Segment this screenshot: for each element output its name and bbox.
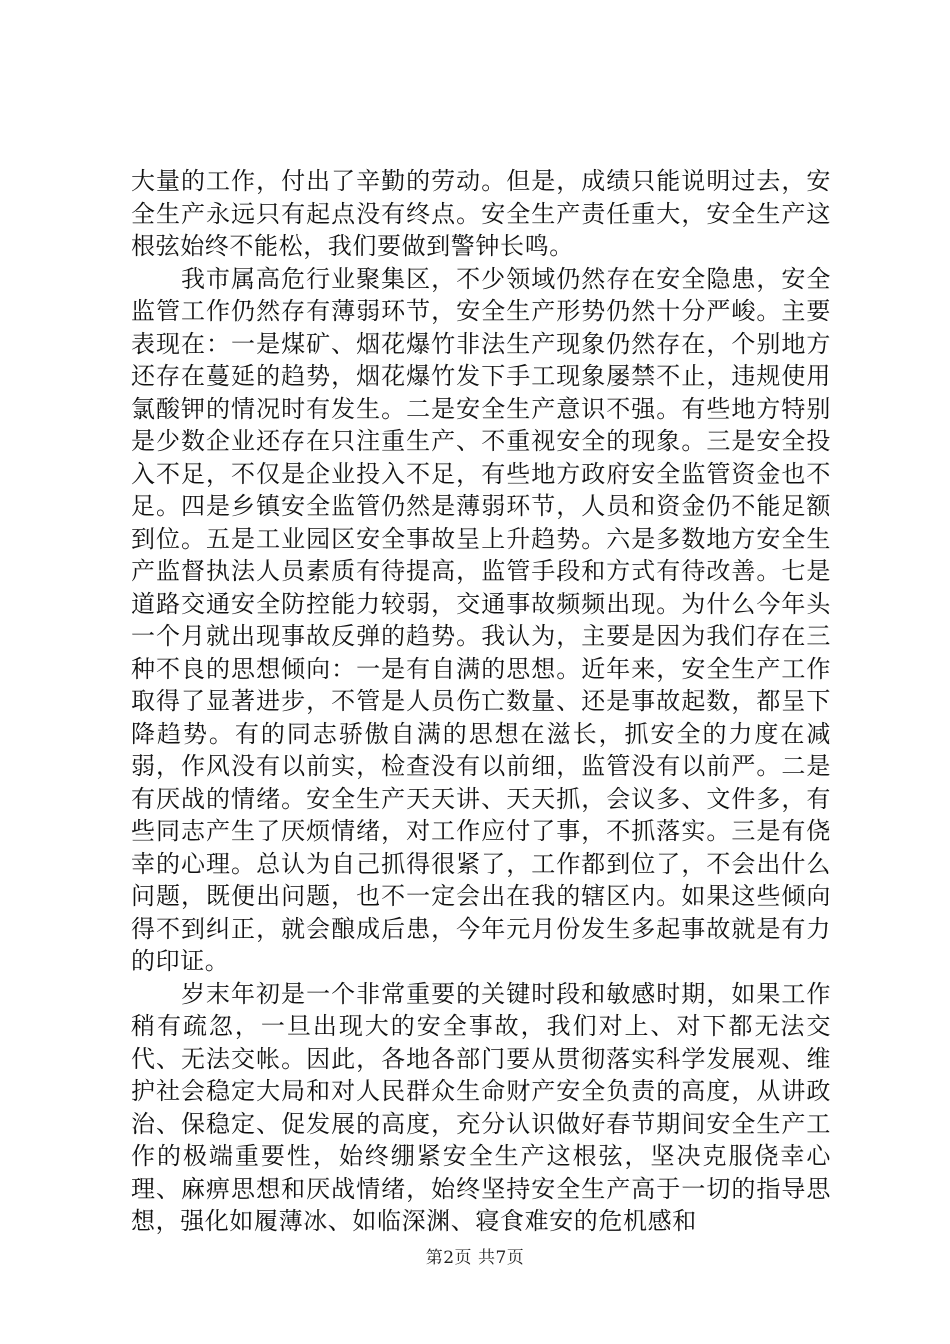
paragraph-continuation: 大量的工作，付出了辛勤的劳动。但是，成绩只能说明过去，安全生产永远只有起点没有终点。安全生产责任重大，安全生产这根弦始终不能松，我们要做到警钟长鸣。 [131, 167, 831, 260]
paragraph-situation: 我市属高危行业聚集区，不少领域仍然存在安全隐患，安全监管工作仍然存有薄弱环节，安全生产形势仍然十分严峻。主要表现在：一是煤矿、烟花爆竹非法生产现象仍然存在，个别地方还存在蔓延的趋势，烟花爆竹发下手工现象屡禁不止，违规使用氯酸钾的情况时有发生。二是安全生产意识不强。有些地方特别是少数企业还存在只注重生产、不重视安全的现象。三是安全投入不足，不仅是企业投入不足，有些地方政府安全监管资金也不足。四是乡镇安全监管仍然是薄弱环节，人员和资金仍不能足额到位。五是工业园区安全事故呈上升趋势。六是多数地方安全生产监督执法人员素质有待提高，监管手段和方式有待改善。七是道路交通安全防控能力较弱，交通事故频频出现。为什么今年头一个月就出现事故反弹的趋势。我认为，主要是因为我们存在三种不良的思想倾向：一是有自满的思想。近年来，安全生产工作取得了显著进步，不管是人员伤亡数量、还是事故起数，都呈下降趋势。有的同志骄傲自满的思想在滋长，抓安全的力度在减弱，作风没有以前实，检查没有以前细，监管没有以前严。二是有厌战的情绪。安全生产天天讲、天天抓，会议多、文件多，有些同志产生了厌烦情绪，对工作应付了事，不抓落实。三是有侥幸的心理。总认为自己抓得很紧了，工作都到位了，不会出什么问题，既便出问题，也不一定会出在我的辖区内。如果这些倾向得不到纠正，就会酿成后患，今年元月份发生多起事故就是有力的印证。 [131, 264, 831, 975]
document-body [131, 165, 831, 1238]
paragraph-importance: 岁末年初是一个非常重要的关键时段和敏感时期，如果工作稍有疏忽，一旦出现大的安全事故，我们对上、对下都无法交代、无法交帐。因此，各地各部门要从贯彻落实科学发展观、维护社会稳定大局和对人民群众生命财产安全负责的高度，从讲政治、保稳定、促发展的高度，充分认识做好春节期间安全生产工作的极端重要性，始终绷紧安全生产这根弦，坚决克服侥幸心理、麻痹思想和厌战情绪，始终坚持安全生产高于一切的指导思想，强化如履薄冰、如临深渊、寝食难安的危机感和 [131, 979, 831, 1235]
page-number-footer: 第2页 共7页 [425, 1248, 525, 1268]
